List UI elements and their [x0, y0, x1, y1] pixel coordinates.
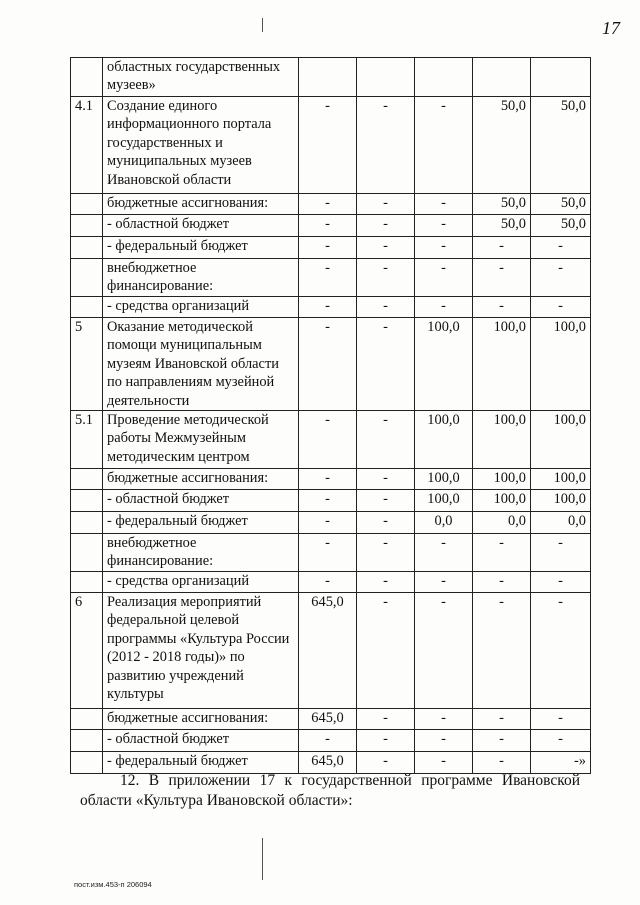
value-cell-3: [415, 58, 473, 97]
value-cell-3: 100,0: [415, 490, 473, 512]
value-cell-1: -: [299, 490, 357, 512]
value-cell-5: -: [531, 730, 591, 752]
value-cell-2: -: [357, 97, 415, 194]
value-cell-2: [357, 58, 415, 97]
table-row: [71, 534, 591, 572]
value-cell-4: 100,0: [473, 469, 531, 490]
row-number-cell: [71, 194, 103, 215]
value-cell-4: -: [473, 237, 531, 259]
description-cell: - областной бюджет: [103, 490, 299, 512]
row-number-cell: [71, 534, 103, 572]
value-cell-1: -: [299, 297, 357, 318]
value-cell-2: -: [357, 194, 415, 215]
description-cell: областных государственных музеев»: [103, 58, 299, 97]
value-cell-5: -: [531, 593, 591, 709]
value-cell-3: -: [415, 534, 473, 572]
table-row: [71, 469, 591, 490]
description-cell: - средства организаций: [103, 297, 299, 318]
value-cell-2: -: [357, 572, 415, 593]
value-cell-2: -: [357, 469, 415, 490]
description-cell: бюджетные ассигнования:: [103, 469, 299, 490]
value-cell-4: -: [473, 572, 531, 593]
value-cell-1: -: [299, 469, 357, 490]
description-cell: Реализация мероприятий федеральной целевой программы «Культура России (2012 - 2018 годы)» по развитию учреждений культуры: [103, 593, 299, 709]
value-cell-1: 645,0: [299, 752, 357, 774]
table-row: [71, 411, 591, 469]
value-cell-5: 50,0: [531, 215, 591, 237]
value-cell-4: -: [473, 730, 531, 752]
description-cell: Оказание методической помощи муниципальным музеям Ивановской области по направлениям музейной деятельности: [103, 318, 299, 411]
table-row: [71, 318, 591, 411]
value-cell-2: -: [357, 318, 415, 411]
value-cell-5: -: [531, 572, 591, 593]
row-number-cell: [71, 512, 103, 534]
value-cell-1: 645,0: [299, 593, 357, 709]
value-cell-5: -: [531, 237, 591, 259]
row-number-cell: [71, 58, 103, 97]
value-cell-1: 645,0: [299, 709, 357, 730]
description-cell: Проведение методической работы Межмузейным методическим центром: [103, 411, 299, 469]
value-cell-5: 100,0: [531, 318, 591, 411]
row-number-cell: 5: [71, 318, 103, 411]
value-cell-5: -: [531, 297, 591, 318]
value-cell-4: 50,0: [473, 97, 531, 194]
budget-table: [70, 57, 591, 774]
value-cell-3: 100,0: [415, 318, 473, 411]
document-footer: пост.изм.453-п 206094: [74, 880, 152, 889]
description-cell: бюджетные ассигнования:: [103, 194, 299, 215]
table-row: [71, 730, 591, 752]
value-cell-3: 100,0: [415, 469, 473, 490]
value-cell-1: -: [299, 318, 357, 411]
value-cell-4: -: [473, 593, 531, 709]
value-cell-4: -: [473, 534, 531, 572]
value-cell-2: -: [357, 730, 415, 752]
value-cell-4: [473, 58, 531, 97]
value-cell-5: 100,0: [531, 469, 591, 490]
value-cell-4: 100,0: [473, 490, 531, 512]
row-number-cell: 5.1: [71, 411, 103, 469]
value-cell-1: -: [299, 215, 357, 237]
table-row: [71, 58, 591, 97]
value-cell-1: -: [299, 259, 357, 297]
value-cell-2: -: [357, 490, 415, 512]
value-cell-3: 100,0: [415, 411, 473, 469]
value-cell-5: 50,0: [531, 97, 591, 194]
table-row: [71, 490, 591, 512]
value-cell-2: -: [357, 411, 415, 469]
value-cell-1: -: [299, 534, 357, 572]
value-cell-2: -: [357, 297, 415, 318]
value-cell-5: 0,0: [531, 512, 591, 534]
value-cell-5: 100,0: [531, 490, 591, 512]
description-cell: - федеральный бюджет: [103, 512, 299, 534]
value-cell-3: 0,0: [415, 512, 473, 534]
value-cell-4: -: [473, 259, 531, 297]
value-cell-5: -: [531, 534, 591, 572]
table-row: [71, 259, 591, 297]
description-cell: внебюджетное финансирование:: [103, 259, 299, 297]
row-number-cell: [71, 490, 103, 512]
description-cell: - средства организаций: [103, 572, 299, 593]
description-cell: - федеральный бюджет: [103, 752, 299, 774]
value-cell-3: -: [415, 194, 473, 215]
description-cell: Создание единого информационного портала государственных и муниципальных музеев Ивановской области: [103, 97, 299, 194]
page-number: 17: [602, 18, 620, 38]
value-cell-2: -: [357, 593, 415, 709]
value-cell-4: 50,0: [473, 215, 531, 237]
table-row: [71, 215, 591, 237]
value-cell-2: -: [357, 709, 415, 730]
value-cell-4: 100,0: [473, 318, 531, 411]
value-cell-1: -: [299, 411, 357, 469]
table-row: [71, 194, 591, 215]
value-cell-3: -: [415, 730, 473, 752]
description-cell: - областной бюджет: [103, 215, 299, 237]
description-cell: внебюджетное финансирование:: [103, 534, 299, 572]
value-cell-4: -: [473, 297, 531, 318]
value-cell-4: 0,0: [473, 512, 531, 534]
value-cell-4: 50,0: [473, 194, 531, 215]
table-row: [71, 709, 591, 730]
value-cell-1: -: [299, 97, 357, 194]
value-cell-3: -: [415, 593, 473, 709]
row-number-cell: [71, 730, 103, 752]
row-number-cell: [71, 469, 103, 490]
value-cell-1: -: [299, 194, 357, 215]
value-cell-5: 50,0: [531, 194, 591, 215]
value-cell-4: -: [473, 709, 531, 730]
value-cell-5: 100,0: [531, 411, 591, 469]
value-cell-1: -: [299, 237, 357, 259]
row-number-cell: [71, 215, 103, 237]
value-cell-4: 100,0: [473, 411, 531, 469]
value-cell-5: -: [531, 259, 591, 297]
value-cell-5: -»: [531, 752, 591, 774]
value-cell-3: -: [415, 572, 473, 593]
row-number-cell: 6: [71, 593, 103, 709]
value-cell-3: -: [415, 97, 473, 194]
table-row: [71, 97, 591, 194]
scan-mark: [262, 18, 263, 32]
table-row: [71, 237, 591, 259]
value-cell-3: -: [415, 237, 473, 259]
value-cell-2: -: [357, 752, 415, 774]
value-cell-3: -: [415, 215, 473, 237]
table-row: [71, 572, 591, 593]
value-cell-1: [299, 58, 357, 97]
value-cell-1: -: [299, 730, 357, 752]
value-cell-1: -: [299, 572, 357, 593]
row-number-cell: [71, 709, 103, 730]
row-number-cell: [71, 237, 103, 259]
value-cell-2: -: [357, 237, 415, 259]
row-number-cell: [71, 572, 103, 593]
table-row: [71, 297, 591, 318]
row-number-cell: [71, 297, 103, 318]
value-cell-5: [531, 58, 591, 97]
table-row: [71, 593, 591, 709]
value-cell-2: -: [357, 259, 415, 297]
value-cell-5: -: [531, 709, 591, 730]
row-number-cell: 4.1: [71, 97, 103, 194]
value-cell-1: -: [299, 512, 357, 534]
value-cell-3: -: [415, 752, 473, 774]
value-cell-3: -: [415, 297, 473, 318]
paragraph-12: 12. В приложении 17 к государственной программе Ивановской области «Культура Ивановской области»:: [80, 772, 580, 809]
row-number-cell: [71, 259, 103, 297]
value-cell-2: -: [357, 512, 415, 534]
value-cell-3: -: [415, 709, 473, 730]
description-cell: - областной бюджет: [103, 730, 299, 752]
value-cell-2: -: [357, 215, 415, 237]
value-cell-4: -: [473, 752, 531, 774]
scan-mark: [262, 838, 263, 880]
description-cell: бюджетные ассигнования:: [103, 709, 299, 730]
description-cell: - федеральный бюджет: [103, 237, 299, 259]
value-cell-3: -: [415, 259, 473, 297]
table-row: [71, 512, 591, 534]
value-cell-2: -: [357, 534, 415, 572]
